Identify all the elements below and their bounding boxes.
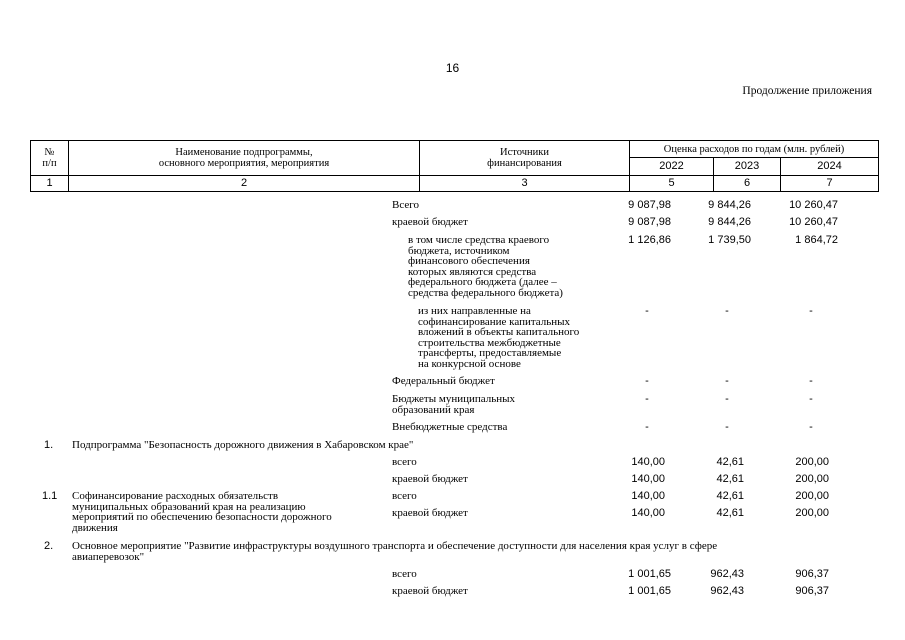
row2-total-2024: 906,37 bbox=[795, 568, 829, 580]
row2-total-2023: 962,43 bbox=[710, 568, 744, 580]
top-incl-federal-label: в том числе средства краевого бюджета, источником финансового обеспечения которых являются средства федерального бюджета (далее – средства федерального бюджета) bbox=[408, 234, 563, 299]
top-extra-2023: - bbox=[725, 421, 729, 433]
index-col-6: 6 bbox=[714, 176, 781, 192]
row11-title: Софинансирование расходных обязательств муниципальных образований края на реализацию мероприятий по обеспечению безопасности дорожного движения bbox=[72, 490, 332, 534]
row2-title: Основное мероприятие "Развитие инфраструктуры воздушного транспорта и обеспечение доступности для населения края услуг в сфере авиаперевозок" bbox=[72, 540, 718, 563]
top-municipal-2022: - bbox=[645, 393, 649, 405]
header-num: № п/п bbox=[31, 141, 69, 176]
top-total-2024: 10 260,47 bbox=[789, 199, 838, 211]
row1-regional-2023: 42,61 bbox=[716, 473, 744, 485]
row1-total-2024: 200,00 bbox=[795, 456, 829, 468]
row1-title: Подпрограмма "Безопасность дорожного движения в Хабаровском крае" bbox=[72, 439, 414, 451]
top-regional-2023: 9 844,26 bbox=[708, 216, 751, 228]
top-extra-2022: - bbox=[645, 421, 649, 433]
top-extra-label: Внебюджетные средства bbox=[392, 421, 508, 433]
row11-regional-2023: 42,61 bbox=[716, 507, 744, 519]
row11-regional-label: краевой бюджет bbox=[392, 507, 468, 519]
top-federal-2023: - bbox=[725, 375, 729, 387]
row11-total-label: всего bbox=[392, 490, 417, 502]
header-year-2022: 2022 bbox=[630, 158, 714, 176]
row2-regional-2024: 906,37 bbox=[795, 585, 829, 597]
top-incl-federal-2023: 1 739,50 bbox=[708, 234, 751, 246]
top-municipal-2024: - bbox=[809, 393, 813, 405]
top-incl-federal-2024: 1 864,72 bbox=[795, 234, 838, 246]
row11-regional-2022: 140,00 bbox=[631, 507, 665, 519]
top-capital-2023: - bbox=[725, 305, 729, 317]
row11-total-2024: 200,00 bbox=[795, 490, 829, 502]
header-year-2023: 2023 bbox=[714, 158, 781, 176]
page-number: 16 bbox=[445, 61, 460, 75]
row2-regional-2023: 962,43 bbox=[710, 585, 744, 597]
row1-total-2022: 140,00 bbox=[631, 456, 665, 468]
header-source: Источники финансирования bbox=[420, 141, 630, 176]
row1-number: 1. bbox=[44, 439, 54, 451]
header-estimate: Оценка расходов по годам (млн. рублей) bbox=[630, 141, 879, 158]
row11-number: 1.1 bbox=[42, 490, 58, 502]
row2-number: 2. bbox=[44, 540, 54, 552]
row1-regional-2022: 140,00 bbox=[631, 473, 665, 485]
row1-total-label: всего bbox=[392, 456, 417, 468]
top-regional-2024: 10 260,47 bbox=[789, 216, 838, 228]
index-col-7: 7 bbox=[781, 176, 879, 192]
top-extra-2024: - bbox=[809, 421, 813, 433]
row1-total-2023: 42,61 bbox=[716, 456, 744, 468]
row2-regional-label: краевой бюджет bbox=[392, 585, 468, 597]
top-capital-2022: - bbox=[645, 305, 649, 317]
top-federal-2022: - bbox=[645, 375, 649, 387]
continuation-label: Продолжение приложения bbox=[742, 85, 872, 97]
row11-total-2023: 42,61 bbox=[716, 490, 744, 502]
index-col-3: 3 bbox=[420, 176, 630, 192]
row1-regional-label: краевой бюджет bbox=[392, 473, 468, 485]
index-col-1: 1 bbox=[31, 176, 69, 192]
top-capital-label: из них направленные на софинансирование капитальных вложений в объекты капитального строительства межбюджетные трансферты, предоставляемые на конкурсной основе bbox=[418, 305, 580, 370]
row2-total-2022: 1 001,65 bbox=[628, 568, 671, 580]
table-header bbox=[30, 140, 879, 192]
top-incl-federal-2022: 1 126,86 bbox=[628, 234, 671, 246]
row2-total-label: всего bbox=[392, 568, 417, 580]
row11-regional-2024: 200,00 bbox=[795, 507, 829, 519]
row2-regional-2022: 1 001,65 bbox=[628, 585, 671, 597]
top-municipal-label: Бюджеты муниципальных образований края bbox=[392, 393, 516, 416]
top-total-label: Всего bbox=[392, 199, 419, 211]
index-col-5: 5 bbox=[630, 176, 714, 192]
top-total-2023: 9 844,26 bbox=[708, 199, 751, 211]
top-federal-2024: - bbox=[809, 375, 813, 387]
index-col-2: 2 bbox=[69, 176, 420, 192]
row1-regional-2024: 200,00 bbox=[795, 473, 829, 485]
row11-total-2022: 140,00 bbox=[631, 490, 665, 502]
top-federal-label: Федеральный бюджет bbox=[392, 375, 495, 387]
top-capital-2024: - bbox=[809, 305, 813, 317]
header-name: Наименование подпрограммы, основного мероприятия, мероприятия bbox=[69, 141, 420, 176]
top-regional-2022: 9 087,98 bbox=[628, 216, 671, 228]
top-total-2022: 9 087,98 bbox=[628, 199, 671, 211]
header-year-2024: 2024 bbox=[781, 158, 879, 176]
top-municipal-2023: - bbox=[725, 393, 729, 405]
top-regional-label: краевой бюджет bbox=[392, 216, 468, 228]
